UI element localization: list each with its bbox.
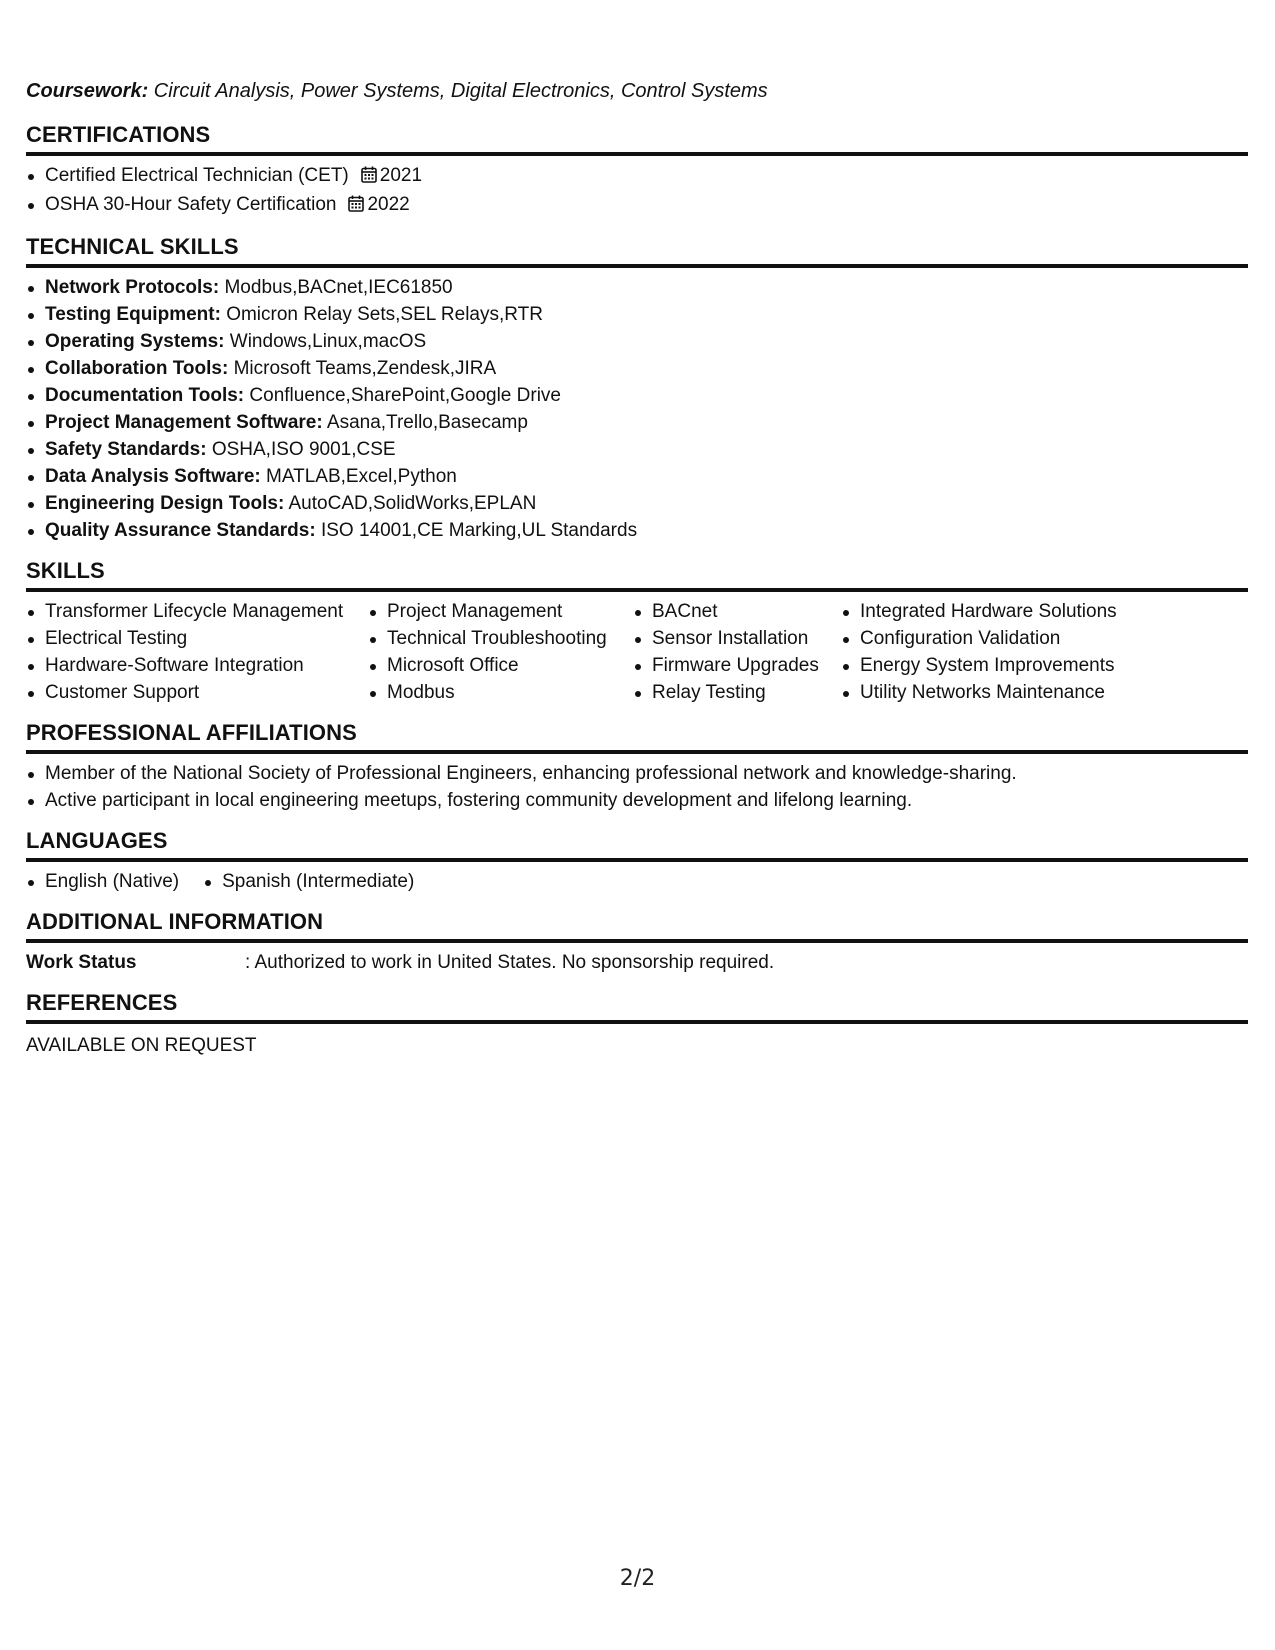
- skill-item: Energy System Improvements: [841, 652, 1141, 679]
- technical-skill-value: Asana,Trello,Basecamp: [322, 412, 528, 433]
- calendar-icon: [348, 193, 364, 220]
- certifications-heading: CERTIFICATIONS: [26, 122, 1248, 156]
- skill-item: Customer Support: [26, 679, 368, 706]
- work-status-value: : Authorized to work in United States. No sponsorship required.: [245, 952, 775, 973]
- references-heading: REFERENCES: [26, 990, 1248, 1024]
- technical-skill-label: Data Analysis Software:: [45, 466, 261, 487]
- additional-info-heading: ADDITIONAL INFORMATION: [26, 909, 1248, 943]
- certification-item: [26, 162, 1248, 191]
- technical-skill-label: Network Protocols:: [45, 277, 220, 298]
- skill-item: Firmware Upgrades: [633, 652, 841, 679]
- skill-item: Sensor Installation: [633, 625, 841, 652]
- skill-item: Hardware-Software Integration: [26, 652, 368, 679]
- skills-column: [368, 598, 633, 706]
- technical-skill-item: [26, 436, 1248, 463]
- skill-item: Integrated Hardware Solutions: [841, 598, 1141, 625]
- skill-item: Modbus: [368, 679, 633, 706]
- skill-item: Relay Testing: [633, 679, 841, 706]
- technical-skill-label: Engineering Design Tools:: [45, 493, 285, 514]
- technical-skill-item: [26, 301, 1248, 328]
- skills-grid: [26, 598, 1248, 706]
- coursework-label: Coursework:: [26, 80, 149, 102]
- technical-skill-value: ISO 14001,CE Marking,UL Standards: [315, 520, 638, 541]
- technical-skill-item: [26, 517, 1248, 544]
- technical-skill-value: Confluence,SharePoint,Google Drive: [244, 385, 561, 406]
- languages-list: [26, 868, 1248, 895]
- skill-item: Technical Troubleshooting: [368, 625, 633, 652]
- skill-item: Microsoft Office: [368, 652, 633, 679]
- technical-skill-value: AutoCAD,SolidWorks,EPLAN: [284, 493, 537, 514]
- skill-item: Electrical Testing: [26, 625, 368, 652]
- work-status-row: [26, 949, 1248, 976]
- skill-item: Utility Networks Maintenance: [841, 679, 1141, 706]
- technical-skill-label: Safety Standards:: [45, 439, 207, 460]
- skill-item: Transformer Lifecycle Management: [26, 598, 368, 625]
- affiliations-list: [26, 760, 1248, 814]
- technical-skill-value: Omicron Relay Sets,SEL Relays,RTR: [220, 304, 543, 325]
- resume-page: [26, 78, 1248, 1059]
- technical-skill-label: Operating Systems:: [45, 331, 225, 352]
- skills-heading: SKILLS: [26, 558, 1248, 592]
- certification-year: 2022: [367, 194, 410, 215]
- skills-column: [841, 598, 1141, 706]
- skills-column: [633, 598, 841, 706]
- affiliation-item: Active participant in local engineering meetups, fostering community development and lifelong learning.: [26, 787, 1248, 814]
- work-status-label: Work Status: [26, 952, 137, 973]
- technical-skill-item: [26, 355, 1248, 382]
- affiliation-item: Member of the National Society of Professional Engineers, enhancing professional network and knowledge-sharing.: [26, 760, 1248, 787]
- technical-skill-item: [26, 409, 1248, 436]
- calendar-icon: [361, 164, 377, 191]
- skill-item: Configuration Validation: [841, 625, 1141, 652]
- technical-skill-label: Quality Assurance Standards:: [45, 520, 316, 541]
- technical-skill-item: [26, 490, 1248, 517]
- coursework-value: Circuit Analysis, Power Systems, Digital Electronics, Control Systems: [148, 80, 768, 102]
- affiliations-heading: PROFESSIONAL AFFILIATIONS: [26, 720, 1248, 754]
- skills-column: [26, 598, 368, 706]
- technical-skills-list: [26, 274, 1248, 544]
- technical-skill-value: Windows,Linux,macOS: [224, 331, 427, 352]
- technical-skills-heading: TECHNICAL SKILLS: [26, 234, 1248, 268]
- certification-item: [26, 191, 1248, 220]
- skill-item: Project Management: [368, 598, 633, 625]
- technical-skill-item: [26, 274, 1248, 301]
- technical-skill-item: [26, 382, 1248, 409]
- technical-skill-label: Project Management Software:: [45, 412, 323, 433]
- skill-item: BACnet: [633, 598, 841, 625]
- certifications-list: [26, 162, 1248, 220]
- certification-name: Certified Electrical Technician (CET): [45, 165, 349, 186]
- technical-skill-value: MATLAB,Excel,Python: [260, 466, 457, 487]
- technical-skill-value: Modbus,BACnet,IEC61850: [219, 277, 453, 298]
- technical-skill-label: Collaboration Tools:: [45, 358, 229, 379]
- certification-name: OSHA 30-Hour Safety Certification: [45, 194, 337, 215]
- technical-skill-label: Documentation Tools:: [45, 385, 245, 406]
- technical-skill-value: Microsoft Teams,Zendesk,JIRA: [228, 358, 497, 379]
- references-text: AVAILABLE ON REQUEST: [26, 1035, 257, 1056]
- language-item: English (Native): [26, 868, 179, 895]
- technical-skill-item: [26, 328, 1248, 355]
- technical-skill-value: OSHA,ISO 9001,CSE: [206, 439, 396, 460]
- coursework-line: [26, 78, 1248, 104]
- technical-skill-item: [26, 463, 1248, 490]
- language-item: Spanish (Intermediate): [203, 868, 414, 895]
- technical-skill-label: Testing Equipment:: [45, 304, 221, 325]
- languages-heading: LANGUAGES: [26, 828, 1248, 862]
- certification-year: 2021: [379, 165, 423, 186]
- page-number: 2/2: [619, 1566, 656, 1591]
